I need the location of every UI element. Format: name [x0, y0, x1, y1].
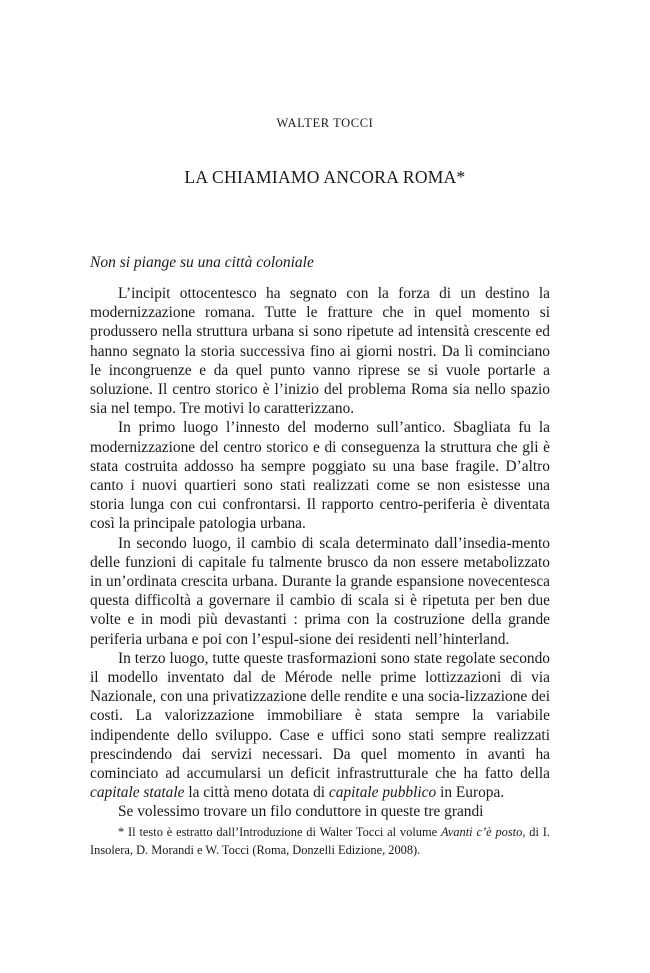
footnote-text [90, 823, 550, 859]
body-text [90, 284, 550, 822]
author-name: WALTER TOCCI [276, 116, 374, 130]
paragraph-4 [90, 649, 550, 803]
paragraph-4-text-c: in Europa. [436, 784, 505, 802]
paragraph-5: Se volessimo trovare un filo conduttore in queste tre grandi [118, 803, 484, 821]
paragraph-4-text-a: In terzo luogo, tutte queste trasformazioni sono state regolate secondo il modello inventato dal de Mérode nelle prime lottizzazioni di via Nazionale, con una privatizzazione delle rendite e una socia-lizzazione dei costi. La valorizzazione immobiliare è stata sempre la variabile indipendente dello sviluppo. Case e uffici sono stati sempre realizzati prescindendo dai servizi necessari. Da quel momento in avanti ha cominciato ad accumularsi un deficit infrastrutturale che ha fatto della [90, 649, 550, 783]
paragraph-3: In secondo luogo, il cambio di scala determinato dall’insedia-mento delle funzioni di capitale fu talmente brusco da non essere metabolizzato in un’ordinata crescita urbana. Durante la grande espansione novecentesca questa difficoltà a governare il cambio di scala si è ripetuta per ben due volte e in modi più devastanti : prima con la costruzione della grande periferia urbana e poi con l’espul-sione dei residenti nell’hinterland. [90, 534, 550, 648]
section-heading: Non si piange su una città coloniale [90, 254, 314, 271]
footnote [90, 823, 550, 859]
paragraph-4-text-b: la città meno dotata di [184, 784, 329, 802]
paragraph-2: In primo luogo l’innesto del moderno sull’antico. Sbagliata fu la modernizzazione del centro storico e di conseguenza la struttura che gli è stata costruita addosso ha sempre poggiato su una base fragile. D’altro canto i nuovi quartieri sono stati realizzati come se non esistesse una storia lunga con cui confrontarsi. Il rapporto centro-periferia è diventata così la principale patologia urbana. [90, 419, 550, 533]
paragraph-4-emphasis-a: capitale statale [90, 784, 185, 802]
paragraph-4-emphasis-b: capitale pubblico [328, 784, 437, 802]
chapter-title: LA CHIAMIAMO ANCORA ROMA* [184, 167, 466, 187]
paragraph-1: L’incipit ottocentesco ha segnato con la forza di un destino la modernizzazione romana. Tutte le fratture che in quel momento si produssero nella struttura urbana si sono ripetute ad intensità crescente ed hanno segnato la storia successiva fino ai giorni nostri. Da lì cominciano le incongruenze e da quel punto vanno riprese se si vuole portarle a soluzione. Il centro storico è l’inizio del problema Roma sia nello spazio sia nel tempo. Tre motivi lo caratterizzano. [90, 285, 550, 418]
footnote-emphasis: Avanti c’è posto [440, 825, 523, 839]
footnote-text-a: * Il testo è estratto dall’Introduzione di Walter Tocci al volume [118, 825, 441, 839]
footnote-text-b: , di I. Insolera, D. Morandi e W. Tocci (Roma, Donzelli Edizione, 2008). [90, 825, 550, 857]
